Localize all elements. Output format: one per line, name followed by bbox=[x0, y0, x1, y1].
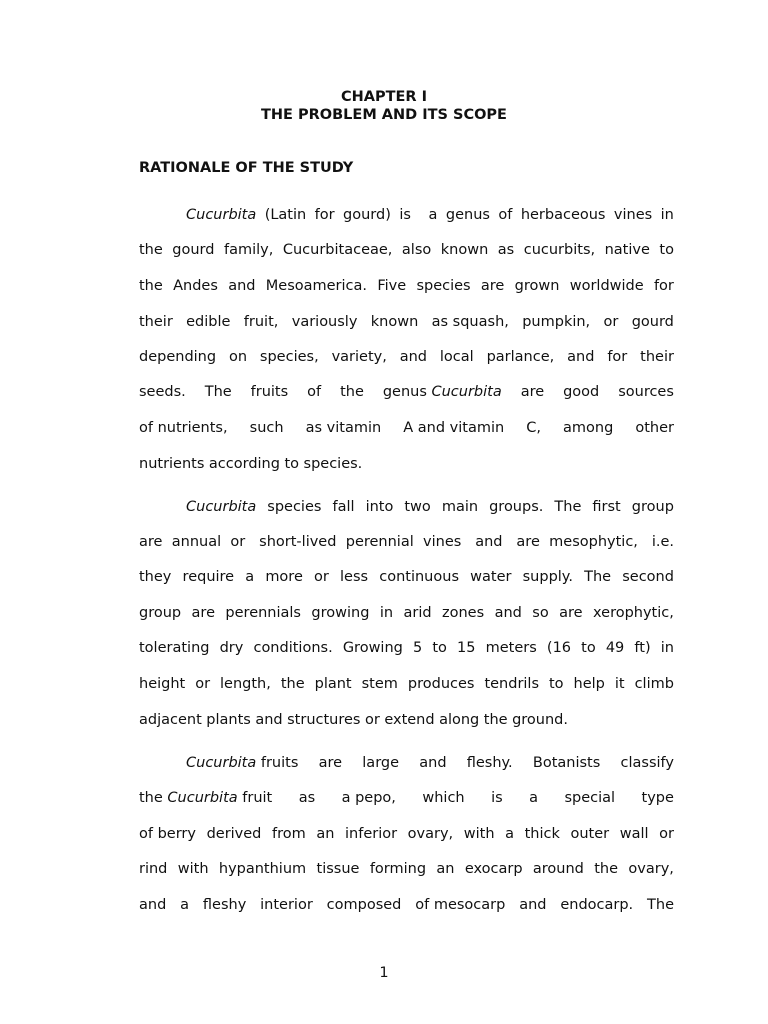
word: 49 bbox=[605, 640, 625, 656]
word: ft) bbox=[634, 640, 651, 656]
word: seeds. bbox=[139, 384, 186, 400]
word: a bbox=[245, 569, 255, 585]
word: meters bbox=[485, 640, 537, 656]
word: produces bbox=[407, 676, 475, 692]
word: native bbox=[604, 242, 650, 258]
word: and bbox=[228, 278, 256, 294]
word: for bbox=[607, 349, 628, 365]
word: main bbox=[441, 499, 479, 515]
word: Cucurbita bbox=[186, 207, 257, 223]
word: arid bbox=[403, 605, 432, 621]
word: less bbox=[340, 569, 369, 585]
word: and bbox=[255, 712, 283, 728]
word: and bbox=[519, 897, 547, 913]
word: the bbox=[594, 861, 619, 877]
word: variously bbox=[291, 314, 358, 330]
word: group bbox=[139, 605, 182, 621]
word: wall bbox=[619, 826, 649, 842]
word: perennials bbox=[225, 605, 301, 621]
text-line bbox=[139, 533, 674, 551]
word: grown bbox=[514, 278, 560, 294]
word: in bbox=[660, 207, 674, 223]
word: The bbox=[554, 499, 582, 515]
word: worldwide bbox=[569, 278, 644, 294]
word: tendrils bbox=[484, 676, 540, 692]
word: tissue bbox=[316, 861, 360, 877]
word: and bbox=[494, 605, 522, 621]
word: short-lived bbox=[254, 534, 337, 550]
word: hypanthium bbox=[218, 861, 307, 877]
word: (16 bbox=[546, 640, 572, 656]
word: of nutrients, bbox=[139, 420, 228, 436]
word: adjacent bbox=[139, 712, 202, 728]
word: or bbox=[603, 314, 619, 330]
word: or bbox=[314, 569, 329, 585]
word: type bbox=[641, 790, 674, 806]
word: of mesocarp bbox=[415, 897, 506, 913]
text-line bbox=[186, 754, 674, 772]
word: i.e. bbox=[647, 534, 674, 550]
word: a bbox=[529, 790, 539, 806]
text-line bbox=[139, 383, 674, 401]
word: fall bbox=[332, 499, 355, 515]
word: gourd) bbox=[343, 207, 391, 223]
word: exocarp bbox=[464, 861, 523, 877]
word: their bbox=[640, 349, 674, 365]
word: in bbox=[379, 605, 394, 621]
word: ovary, bbox=[407, 826, 454, 842]
chapter-number: CHAPTER I bbox=[340, 89, 428, 105]
word: fleshy bbox=[202, 897, 247, 913]
word: endocarp. bbox=[560, 897, 634, 913]
word: as bbox=[298, 790, 316, 806]
word: to bbox=[581, 640, 596, 656]
word: sources bbox=[618, 384, 674, 400]
word: species, bbox=[259, 349, 319, 365]
word: or bbox=[364, 712, 380, 728]
word: and bbox=[139, 897, 167, 913]
text-line bbox=[139, 675, 674, 693]
word: fruits bbox=[250, 384, 289, 400]
word: which bbox=[422, 790, 465, 806]
text-line bbox=[186, 498, 674, 516]
word: of bbox=[307, 384, 322, 400]
word: species bbox=[416, 278, 471, 294]
word: the bbox=[340, 384, 364, 400]
word: zones bbox=[442, 605, 485, 621]
word: a bbox=[180, 897, 190, 913]
word: (Latin bbox=[264, 207, 307, 223]
word: growing bbox=[311, 605, 370, 621]
word: known bbox=[440, 242, 489, 258]
word: tolerating bbox=[139, 640, 210, 656]
word: plant bbox=[314, 676, 352, 692]
word: a bbox=[419, 207, 438, 223]
chapter-title: THE PROBLEM AND ITS SCOPE bbox=[261, 107, 507, 123]
text-line bbox=[139, 639, 674, 657]
word: cucurbits, bbox=[523, 242, 596, 258]
word: Cucurbita bbox=[186, 499, 257, 515]
word: structures bbox=[287, 712, 361, 728]
word: it bbox=[614, 676, 625, 692]
word: such bbox=[249, 420, 284, 436]
word: from bbox=[271, 826, 306, 842]
word: genus Cucurbita bbox=[382, 384, 502, 400]
word: Growing bbox=[342, 640, 403, 656]
word: to bbox=[659, 242, 674, 258]
word: or bbox=[195, 676, 211, 692]
word: mesophytic, bbox=[549, 534, 638, 550]
word: large bbox=[362, 755, 400, 771]
word: and bbox=[567, 349, 595, 365]
word: Mesoamerica. bbox=[265, 278, 368, 294]
word: so bbox=[532, 605, 549, 621]
word: inferior bbox=[345, 826, 398, 842]
word: height bbox=[139, 676, 186, 692]
word: with bbox=[177, 861, 209, 877]
word: local bbox=[439, 349, 474, 365]
word: to bbox=[284, 456, 300, 472]
text-line bbox=[139, 604, 674, 622]
word: in bbox=[660, 640, 674, 656]
word: a bbox=[505, 826, 515, 842]
word: require bbox=[182, 569, 235, 585]
word: the bbox=[280, 676, 305, 692]
word: herbaceous bbox=[520, 207, 606, 223]
word: gourd bbox=[631, 314, 674, 330]
word: fruit, bbox=[243, 314, 279, 330]
word: around bbox=[532, 861, 584, 877]
text-line bbox=[139, 277, 674, 295]
word: first bbox=[592, 499, 621, 515]
text-line bbox=[139, 711, 674, 729]
word: a pepo, bbox=[341, 790, 396, 806]
word: C, bbox=[526, 420, 541, 436]
word: are bbox=[480, 278, 505, 294]
text-line bbox=[139, 860, 674, 878]
word: second bbox=[622, 569, 674, 585]
word: and bbox=[470, 534, 503, 550]
text-line bbox=[139, 348, 674, 366]
word: or bbox=[230, 534, 246, 550]
word: are bbox=[520, 384, 545, 400]
word: 15 bbox=[457, 640, 476, 656]
word: as bbox=[497, 242, 515, 258]
word: to bbox=[549, 676, 564, 692]
word: the Cucurbita fruit bbox=[139, 790, 273, 806]
word: stem bbox=[361, 676, 398, 692]
word: with bbox=[463, 826, 495, 842]
word: Cucurbita fruits bbox=[186, 755, 299, 771]
word: or bbox=[659, 826, 674, 842]
word: are bbox=[139, 534, 163, 550]
word: dry bbox=[219, 640, 244, 656]
word: group bbox=[631, 499, 674, 515]
word: The bbox=[584, 569, 612, 585]
word: genus bbox=[445, 207, 490, 223]
word: climb bbox=[634, 676, 674, 692]
word: conditions. bbox=[253, 640, 333, 656]
word: nutrients bbox=[139, 456, 205, 472]
section-title: RATIONALE OF THE STUDY bbox=[139, 160, 354, 176]
word: groups. bbox=[489, 499, 544, 515]
word: help bbox=[573, 676, 605, 692]
word: ovary, bbox=[628, 861, 674, 877]
word: pumpkin, bbox=[522, 314, 591, 330]
word: and bbox=[419, 755, 447, 771]
text-line bbox=[139, 455, 674, 473]
word: are bbox=[191, 605, 215, 621]
word: of bbox=[498, 207, 513, 223]
word: thick bbox=[524, 826, 560, 842]
word: Cucurbitaceae, bbox=[282, 242, 393, 258]
page-number: 1 bbox=[379, 965, 389, 981]
text-line bbox=[139, 825, 674, 843]
word: an bbox=[436, 861, 455, 877]
word: Five bbox=[377, 278, 407, 294]
word: special bbox=[564, 790, 616, 806]
word: interior bbox=[260, 897, 313, 913]
word: the bbox=[139, 278, 163, 294]
word: variety, bbox=[331, 349, 387, 365]
word: two bbox=[404, 499, 431, 515]
word: for bbox=[314, 207, 335, 223]
word: gourd bbox=[172, 242, 215, 258]
word: and bbox=[399, 349, 428, 365]
word: vines bbox=[613, 207, 653, 223]
word: length, bbox=[220, 676, 271, 692]
text-line bbox=[186, 206, 674, 224]
word: classify bbox=[620, 755, 674, 771]
word: are bbox=[559, 605, 583, 621]
word: good bbox=[563, 384, 600, 400]
text-line bbox=[139, 789, 674, 807]
text-line bbox=[139, 568, 674, 586]
word: outer bbox=[570, 826, 610, 842]
word: to bbox=[432, 640, 447, 656]
word: extend bbox=[384, 712, 435, 728]
word: for bbox=[653, 278, 674, 294]
word: of berry bbox=[139, 826, 196, 842]
word: is bbox=[399, 207, 411, 223]
word: 5 bbox=[412, 640, 423, 656]
word: vines bbox=[423, 534, 462, 550]
word: composed bbox=[326, 897, 402, 913]
word: fleshy. bbox=[466, 755, 513, 771]
text-line bbox=[139, 313, 674, 331]
text-line bbox=[139, 241, 674, 259]
word: are bbox=[511, 534, 540, 550]
word: Andes bbox=[173, 278, 218, 294]
word: the bbox=[483, 712, 508, 728]
word: derived bbox=[206, 826, 262, 842]
word: more bbox=[265, 569, 303, 585]
word: edible bbox=[186, 314, 231, 330]
word: perennial bbox=[345, 534, 414, 550]
word: is bbox=[491, 790, 503, 806]
word: among bbox=[563, 420, 614, 436]
word: Botanists bbox=[532, 755, 601, 771]
word: they bbox=[139, 569, 172, 585]
word: an bbox=[316, 826, 335, 842]
word: depending bbox=[139, 349, 217, 365]
word: ground. bbox=[512, 712, 568, 728]
word: A and vitamin bbox=[403, 420, 505, 436]
word: into bbox=[365, 499, 394, 515]
word: other bbox=[635, 420, 674, 436]
word: also bbox=[401, 242, 432, 258]
word: supply. bbox=[522, 569, 573, 585]
word: water bbox=[470, 569, 512, 585]
word: species bbox=[267, 499, 322, 515]
word: family, bbox=[223, 242, 274, 258]
word: as squash, bbox=[431, 314, 509, 330]
word: species. bbox=[303, 456, 363, 472]
word: known bbox=[370, 314, 419, 330]
word: their bbox=[139, 314, 173, 330]
word: The bbox=[647, 897, 674, 913]
text-line bbox=[139, 896, 674, 914]
word: continuous bbox=[379, 569, 459, 585]
word: as vitamin bbox=[305, 420, 382, 436]
word: xerophytic, bbox=[593, 605, 674, 621]
text-line bbox=[139, 419, 674, 437]
word: according bbox=[208, 456, 280, 472]
word: are bbox=[318, 755, 343, 771]
word: rind bbox=[139, 861, 168, 877]
word: the bbox=[139, 242, 163, 258]
word: forming bbox=[369, 861, 427, 877]
word: annual bbox=[171, 534, 222, 550]
word: along bbox=[439, 712, 480, 728]
word: on bbox=[228, 349, 248, 365]
word: plants bbox=[206, 712, 251, 728]
word: parlance, bbox=[486, 349, 555, 365]
word: The bbox=[204, 384, 232, 400]
